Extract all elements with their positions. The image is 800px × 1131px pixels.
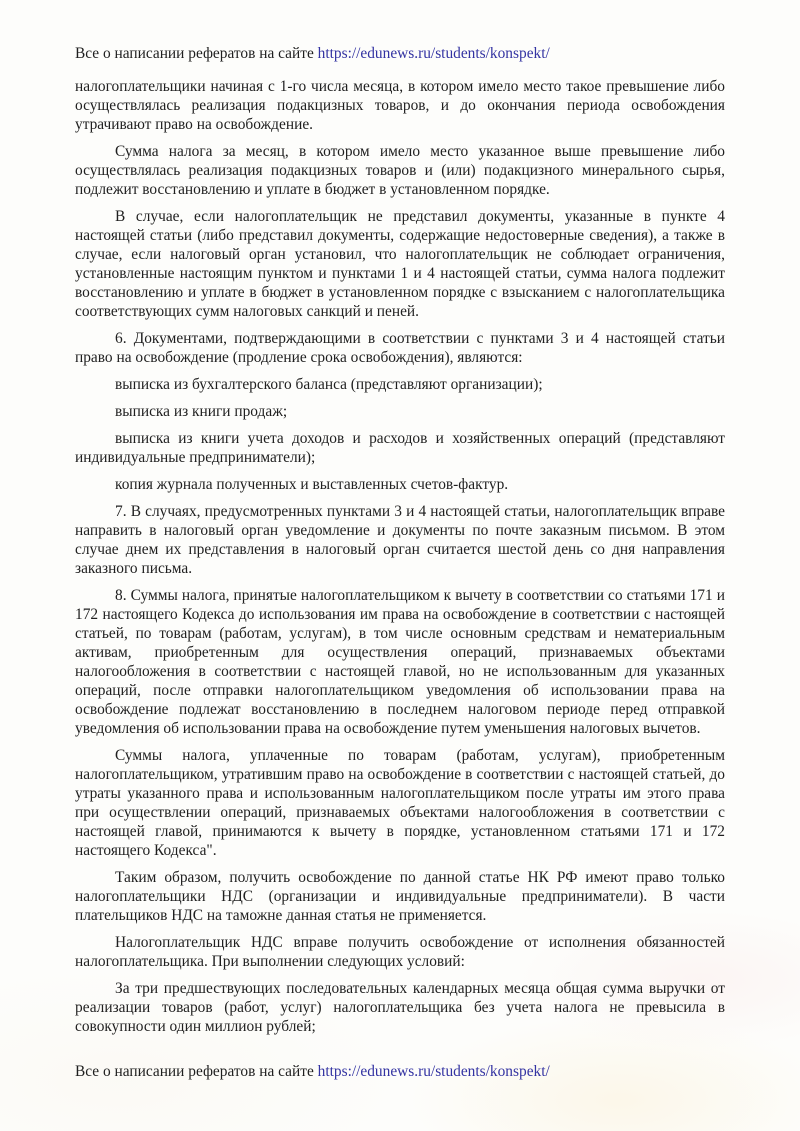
document-page (75, 44, 725, 1044)
body-paragraph: копия журнала полученных и выставленных счетов-фактур. (115, 476, 509, 493)
body-paragraph: Налогоплательщик НДС вправе получить освобождение от исполнения обязанностей налогоплательщика. При выполнении следующих условий: (75, 934, 725, 970)
body-paragraph: Таким образом, получить освобождение по данной статье НК РФ имеют право только налогоплательщики НДС (организации и индивидуальные предприниматели). В части плательщиков НДС на таможне данная статья не применяется. (75, 869, 725, 924)
body-paragraph: 7. В случаях, предусмотренных пунктами 3 и 4 настоящей статьи, налогоплательщик вправе направить в налоговый орган уведомление и документы по почте заказным письмом. В этом случае днем их представления в налоговый орган считается шестой день со дня направления заказного письма. (75, 503, 725, 577)
footer-note (75, 1062, 725, 1081)
body-paragraph: выписка из книги продаж; (115, 403, 288, 420)
body-paragraph: налогоплательщики начиная с 1-го числа месяца, в котором имело место такое превышение либо осуществлялась реализация подакцизных товаров, и до окончания периода освобождения утрачивают право на освобождение. (75, 78, 725, 133)
body-paragraph: Суммы налога, уплаченные по товарам (работам, услугам), приобретенным налогоплательщиком, утратившим право на освобождение в соответствии с настоящей статьей, до утраты указанного права и использованным налогоплательщиком после утраты им этого права при осуществлении операций, признаваемых объектами налогообложения в соответствии с настоящей главой, принимаются к вычету в порядке, установленном статьями 171 и 172 настоящего Кодекса". (75, 747, 725, 859)
header-note (75, 44, 725, 63)
body-paragraph: 8. Суммы налога, принятые налогоплательщиком к вычету в соответствии со статьями 171 и 172 настоящего Кодекса до использования им права на освобождение в соответствии с настоящей статьей, по товарам (работам, услугам), в том числе основным средствам и нематериальным активам, приобретенным для осуществления операций, признаваемых объектами налогообложения в соответствии с настоящей главой, но не использованным для указанных операций, после отправки налогоплательщиком уведомления об использовании права на освобождение подлежат восстановлению в последнем налоговом периоде перед отправкой уведомления об использовании права на освобождение путем уменьшения налоговых вычетов. (75, 587, 725, 737)
body-paragraph: За три предшествующих последовательных календарных месяца общая сумма выручки от реализации товаров (работ, услуг) налогоплательщика без учета налога не превысила в совокупности один миллион рублей; (75, 980, 725, 1035)
body-paragraph: выписка из книги учета доходов и расходов и хозяйственных операций (представляют индивидуальные предприниматели); (75, 430, 725, 466)
body-paragraph: 6. Документами, подтверждающими в соответствии с пунктами 3 и 4 настоящей статьи право на освобождение (продление срока освобождения), являются: (75, 330, 725, 366)
footer-note-text: Все о написании рефератов на сайте (75, 1063, 318, 1080)
body-paragraph: В случае, если налогоплательщик не представил документы, указанные в пункте 4 настоящей статьи (либо представил документы, содержащие недостоверные сведения), а также в случае, если налоговый орган установил, что налогоплательщик не соблюдает ограничения, установленные настоящим пунктом и пунктами 1 и 4 настоящей статьи, сумма налога подлежит восстановлению и уплате в бюджет в установленном порядке с взысканием с налогоплательщика соответствующих сумм налоговых санкций и пеней. (75, 208, 725, 320)
body-paragraph: выписка из бухгалтерского баланса (представляют организации); (115, 376, 543, 393)
document-footer (75, 1062, 725, 1081)
footer-link[interactable]: https://edunews.ru/students/konspekt/ (317, 1063, 550, 1080)
document-body (75, 77, 725, 1036)
body-paragraph: Сумма налога за месяц, в котором имело место указанное выше превышение либо осуществлялась реализация подакцизных товаров и (или) подакцизного минерального сырья, подлежит восстановлению и уплате в бюджет в установленном порядке. (75, 143, 725, 198)
header-note-text: Все о написании рефератов на сайте (75, 45, 318, 62)
header-link[interactable]: https://edunews.ru/students/konspekt/ (317, 45, 550, 62)
